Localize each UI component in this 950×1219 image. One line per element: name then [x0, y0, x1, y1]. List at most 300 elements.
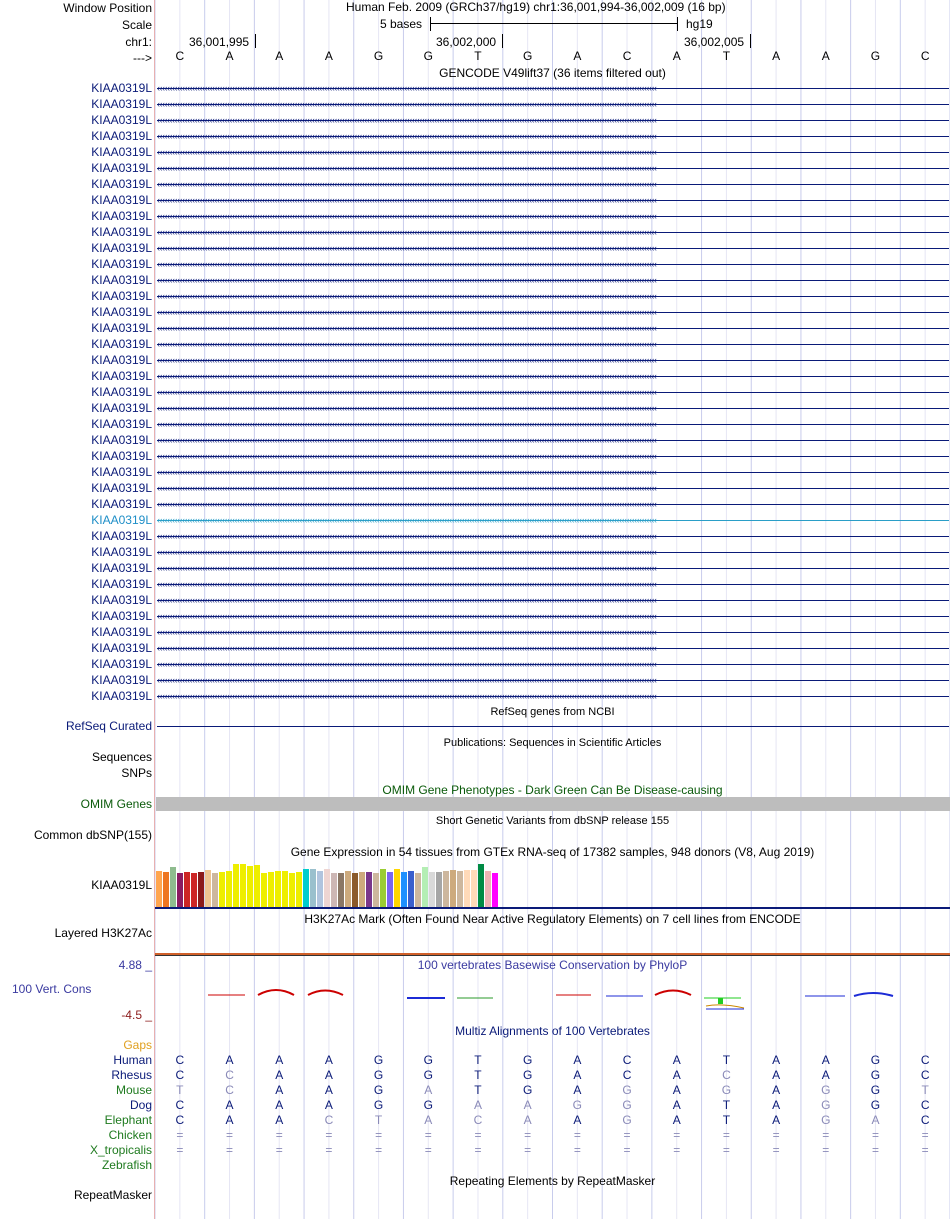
gencode-gene-label[interactable]: KIAA0319L: [91, 449, 152, 463]
gtex-tissue-bar[interactable]: [177, 873, 183, 907]
multiz-aligned-base: C: [225, 1083, 234, 1097]
gtex-tissue-bar[interactable]: [156, 871, 162, 907]
multiz-aligned-base: A: [672, 1053, 681, 1067]
gencode-gene-label[interactable]: KIAA0319L: [91, 321, 152, 335]
multiz-aligned-base: C: [473, 1113, 483, 1127]
strand-chevrons-icon: ‹‹‹‹‹‹‹‹‹‹‹‹‹‹‹‹‹‹‹‹‹‹‹‹‹‹‹‹‹‹‹‹‹‹‹‹‹‹‹‹‹‹‹‹‹‹‹‹‹‹‹‹‹‹‹‹‹‹‹‹‹‹‹‹‹‹‹‹‹‹‹‹‹‹‹‹‹‹‹‹‹‹‹‹‹‹‹‹‹‹‹‹‹‹‹‹‹‹‹‹‹‹‹‹‹‹‹‹‹‹‹‹‹‹‹‹‹‹‹‹‹‹‹‹‹‹‹‹‹‹‹‹‹‹‹‹‹‹‹‹‹‹‹‹‹‹‹‹‹‹‹‹‹‹‹‹‹‹‹‹‹‹‹‹‹‹‹‹‹‹‹‹‹‹‹‹‹‹‹‹‹‹‹‹‹‹‹‹‹‹‹‹‹‹‹‹‹‹‹‹: [157, 307, 657, 317]
multiz-aligned-base: A: [772, 1083, 781, 1097]
multiz-aligned-base: A: [324, 1098, 333, 1112]
gtex-tissue-bar[interactable]: [492, 873, 498, 907]
gtex-tissue-bar[interactable]: [212, 873, 218, 907]
gtex-tissue-bar[interactable]: [436, 872, 442, 907]
gencode-gene-label[interactable]: KIAA0319L: [91, 353, 152, 367]
phylop-mixed-block: [718, 998, 723, 1004]
strand-chevrons-icon: ‹‹‹‹‹‹‹‹‹‹‹‹‹‹‹‹‹‹‹‹‹‹‹‹‹‹‹‹‹‹‹‹‹‹‹‹‹‹‹‹‹‹‹‹‹‹‹‹‹‹‹‹‹‹‹‹‹‹‹‹‹‹‹‹‹‹‹‹‹‹‹‹‹‹‹‹‹‹‹‹‹‹‹‹‹‹‹‹‹‹‹‹‹‹‹‹‹‹‹‹‹‹‹‹‹‹‹‹‹‹‹‹‹‹‹‹‹‹‹‹‹‹‹‹‹‹‹‹‹‹‹‹‹‹‹‹‹‹‹‹‹‹‹‹‹‹‹‹‹‹‹‹‹‹‹‹‹‹‹‹‹‹‹‹‹‹‹‹‹‹‹‹‹‹‹‹‹‹‹‹‹‹‹‹‹‹‹‹‹‹‹‹‹‹‹‹‹‹‹‹: [157, 99, 657, 109]
gencode-transcript-row[interactable]: [0, 576, 950, 592]
reference-base: C: [920, 49, 930, 63]
multiz-species-label[interactable]: Elephant: [104, 1113, 152, 1127]
multiz-aligned-base: C: [920, 1068, 930, 1082]
multiz-aligned-base: =: [772, 1128, 780, 1142]
multiz-aligned-base: =: [524, 1128, 532, 1142]
gencode-transcript-row[interactable]: [0, 128, 950, 144]
multiz-aligned-base: =: [226, 1143, 234, 1157]
gencode-gene-label[interactable]: KIAA0319L: [91, 209, 152, 223]
gencode-transcript-row[interactable]: [0, 96, 950, 112]
gtex-tissue-bar[interactable]: [240, 864, 246, 907]
multiz-aligned-base: =: [176, 1128, 184, 1142]
gtex-tissue-bar[interactable]: [268, 872, 274, 907]
strand-arrow-label: --->: [133, 51, 152, 65]
multiz-aligned-base: =: [375, 1143, 383, 1157]
gencode-gene-label[interactable]: KIAA0319L: [91, 113, 152, 127]
gencode-gene-label[interactable]: KIAA0319L: [91, 545, 152, 559]
gencode-transcript-row[interactable]: [0, 192, 950, 208]
phylop-wiggle[interactable]: [155, 980, 950, 1016]
gencode-gene-label[interactable]: KIAA0319L: [91, 497, 152, 511]
gtex-tissue-bar[interactable]: [261, 873, 267, 907]
multiz-aligned-base: G: [622, 1113, 632, 1127]
gencode-gene-label[interactable]: KIAA0319L: [91, 129, 152, 143]
gencode-gene-label[interactable]: KIAA0319L: [91, 689, 152, 703]
reference-bases-row: [0, 49, 950, 65]
ruler-tick-1: [255, 34, 256, 48]
multiz-aligned-base: =: [921, 1128, 929, 1142]
gencode-transcript-row[interactable]: [0, 688, 950, 704]
multiz-aligned-base: A: [821, 1053, 830, 1067]
multiz-aligned-base: G: [870, 1068, 881, 1082]
strand-chevrons-icon: ‹‹‹‹‹‹‹‹‹‹‹‹‹‹‹‹‹‹‹‹‹‹‹‹‹‹‹‹‹‹‹‹‹‹‹‹‹‹‹‹‹‹‹‹‹‹‹‹‹‹‹‹‹‹‹‹‹‹‹‹‹‹‹‹‹‹‹‹‹‹‹‹‹‹‹‹‹‹‹‹‹‹‹‹‹‹‹‹‹‹‹‹‹‹‹‹‹‹‹‹‹‹‹‹‹‹‹‹‹‹‹‹‹‹‹‹‹‹‹‹‹‹‹‹‹‹‹‹‹‹‹‹‹‹‹‹‹‹‹‹‹‹‹‹‹‹‹‹‹‹‹‹‹‹‹‹‹‹‹‹‹‹‹‹‹‹‹‹‹‹‹‹‹‹‹‹‹‹‹‹‹‹‹‹‹‹‹‹‹‹‹‹‹‹‹‹‹‹‹‹: [157, 547, 657, 557]
reference-base: T: [722, 49, 731, 63]
multiz-aligned-base: G: [373, 1083, 384, 1097]
multiz-aligned-base: =: [673, 1143, 681, 1157]
multiz-aligned-base: A: [275, 1068, 284, 1082]
gtex-tissue-bar[interactable]: [289, 873, 295, 907]
omim-feature-bar[interactable]: [156, 797, 950, 811]
gencode-gene-label[interactable]: KIAA0319L: [91, 305, 152, 319]
strand-chevrons-icon: ‹‹‹‹‹‹‹‹‹‹‹‹‹‹‹‹‹‹‹‹‹‹‹‹‹‹‹‹‹‹‹‹‹‹‹‹‹‹‹‹‹‹‹‹‹‹‹‹‹‹‹‹‹‹‹‹‹‹‹‹‹‹‹‹‹‹‹‹‹‹‹‹‹‹‹‹‹‹‹‹‹‹‹‹‹‹‹‹‹‹‹‹‹‹‹‹‹‹‹‹‹‹‹‹‹‹‹‹‹‹‹‹‹‹‹‹‹‹‹‹‹‹‹‹‹‹‹‹‹‹‹‹‹‹‹‹‹‹‹‹‹‹‹‹‹‹‹‹‹‹‹‹‹‹‹‹‹‹‹‹‹‹‹‹‹‹‹‹‹‹‹‹‹‹‹‹‹‹‹‹‹‹‹‹‹‹‹‹‹‹‹‹‹‹‹‹‹‹‹‹: [157, 579, 657, 589]
gencode-gene-label[interactable]: KIAA0319L: [91, 81, 152, 95]
gencode-gene-label[interactable]: KIAA0319L: [91, 385, 152, 399]
gtex-tissue-bar[interactable]: [450, 870, 456, 907]
strand-chevrons-icon: ‹‹‹‹‹‹‹‹‹‹‹‹‹‹‹‹‹‹‹‹‹‹‹‹‹‹‹‹‹‹‹‹‹‹‹‹‹‹‹‹‹‹‹‹‹‹‹‹‹‹‹‹‹‹‹‹‹‹‹‹‹‹‹‹‹‹‹‹‹‹‹‹‹‹‹‹‹‹‹‹‹‹‹‹‹‹‹‹‹‹‹‹‹‹‹‹‹‹‹‹‹‹‹‹‹‹‹‹‹‹‹‹‹‹‹‹‹‹‹‹‹‹‹‹‹‹‹‹‹‹‹‹‹‹‹‹‹‹‹‹‹‹‹‹‹‹‹‹‹‹‹‹‹‹‹‹‹‹‹‹‹‹‹‹‹‹‹‹‹‹‹‹‹‹‹‹‹‹‹‹‹‹‹‹‹‹‹‹‹‹‹‹‹‹‹‹‹‹‹‹: [157, 483, 657, 493]
publications-track-title[interactable]: Publications: Sequences in Scientific Articles: [443, 737, 662, 749]
gencode-transcript-row[interactable]: [0, 272, 950, 288]
h3k27ac-track-title[interactable]: H3K27Ac Mark (Often Found Near Active Regulatory Elements) on 7 cell lines from ENCODE: [304, 912, 801, 926]
multiz-aligned-base: G: [821, 1113, 831, 1127]
reference-base: A: [225, 49, 234, 63]
strand-chevrons-icon: ‹‹‹‹‹‹‹‹‹‹‹‹‹‹‹‹‹‹‹‹‹‹‹‹‹‹‹‹‹‹‹‹‹‹‹‹‹‹‹‹‹‹‹‹‹‹‹‹‹‹‹‹‹‹‹‹‹‹‹‹‹‹‹‹‹‹‹‹‹‹‹‹‹‹‹‹‹‹‹‹‹‹‹‹‹‹‹‹‹‹‹‹‹‹‹‹‹‹‹‹‹‹‹‹‹‹‹‹‹‹‹‹‹‹‹‹‹‹‹‹‹‹‹‹‹‹‹‹‹‹‹‹‹‹‹‹‹‹‹‹‹‹‹‹‹‹‹‹‹‹‹‹‹‹‹‹‹‹‹‹‹‹‹‹‹‹‹‹‹‹‹‹‹‹‹‹‹‹‹‹‹‹‹‹‹‹‹‹‹‹‹‹‹‹‹‹‹‹‹‹: [157, 387, 657, 397]
multiz-aligned-base: C: [622, 1053, 632, 1067]
strand-chevrons-icon: ‹‹‹‹‹‹‹‹‹‹‹‹‹‹‹‹‹‹‹‹‹‹‹‹‹‹‹‹‹‹‹‹‹‹‹‹‹‹‹‹‹‹‹‹‹‹‹‹‹‹‹‹‹‹‹‹‹‹‹‹‹‹‹‹‹‹‹‹‹‹‹‹‹‹‹‹‹‹‹‹‹‹‹‹‹‹‹‹‹‹‹‹‹‹‹‹‹‹‹‹‹‹‹‹‹‹‹‹‹‹‹‹‹‹‹‹‹‹‹‹‹‹‹‹‹‹‹‹‹‹‹‹‹‹‹‹‹‹‹‹‹‹‹‹‹‹‹‹‹‹‹‹‹‹‹‹‹‹‹‹‹‹‹‹‹‹‹‹‹‹‹‹‹‹‹‹‹‹‹‹‹‹‹‹‹‹‹‹‹‹‹‹‹‹‹‹‹‹‹‹: [157, 323, 657, 333]
gtex-tissue-bar[interactable]: [233, 864, 239, 907]
gtex-tissue-bar[interactable]: [408, 871, 414, 907]
scale-db: hg19: [686, 17, 713, 31]
multiz-aligned-base: =: [673, 1128, 681, 1142]
multiz-species-label[interactable]: Zebrafish: [101, 1158, 152, 1172]
gencode-transcript-row[interactable]: [0, 368, 950, 384]
gencode-gene-label[interactable]: KIAA0319L: [91, 257, 152, 271]
refseq-label[interactable]: RefSeq Curated: [65, 719, 152, 733]
gtex-tissue-bar[interactable]: [464, 870, 470, 907]
gtex-tissue-bar[interactable]: [184, 872, 190, 907]
gencode-transcript-row[interactable]: [0, 416, 950, 432]
reference-base: G: [373, 49, 384, 63]
reference-base: G: [522, 49, 533, 63]
phylop-peak-2: [258, 990, 294, 995]
gtex-tissue-bar[interactable]: [303, 869, 309, 907]
dbsnp-label[interactable]: Common dbSNP(155): [33, 828, 152, 842]
phylop-min-label: -4.5 _: [121, 1008, 152, 1022]
gencode-transcript-row[interactable]: [0, 160, 950, 176]
strand-chevrons-icon: ‹‹‹‹‹‹‹‹‹‹‹‹‹‹‹‹‹‹‹‹‹‹‹‹‹‹‹‹‹‹‹‹‹‹‹‹‹‹‹‹‹‹‹‹‹‹‹‹‹‹‹‹‹‹‹‹‹‹‹‹‹‹‹‹‹‹‹‹‹‹‹‹‹‹‹‹‹‹‹‹‹‹‹‹‹‹‹‹‹‹‹‹‹‹‹‹‹‹‹‹‹‹‹‹‹‹‹‹‹‹‹‹‹‹‹‹‹‹‹‹‹‹‹‹‹‹‹‹‹‹‹‹‹‹‹‹‹‹‹‹‹‹‹‹‹‹‹‹‹‹‹‹‹‹‹‹‹‹‹‹‹‹‹‹‹‹‹‹‹‹‹‹‹‹‹‹‹‹‹‹‹‹‹‹‹‹‹‹‹‹‹‹‹‹‹‹‹‹‹‹: [157, 179, 657, 189]
gtex-tissue-bar[interactable]: [352, 873, 358, 907]
multiz-aligned-base: C: [920, 1098, 930, 1112]
multiz-aligned-base: C: [175, 1068, 185, 1082]
gencode-gene-label[interactable]: KIAA0319L: [91, 273, 152, 287]
gtex-tissue-bar[interactable]: [317, 871, 323, 907]
gencode-transcript-row[interactable]: [0, 240, 950, 256]
gencode-gene-label[interactable]: KIAA0319L: [91, 513, 152, 527]
multiz-aligned-base: T: [474, 1053, 482, 1067]
multiz-aligned-base: C: [324, 1113, 334, 1127]
strand-chevrons-icon: ‹‹‹‹‹‹‹‹‹‹‹‹‹‹‹‹‹‹‹‹‹‹‹‹‹‹‹‹‹‹‹‹‹‹‹‹‹‹‹‹‹‹‹‹‹‹‹‹‹‹‹‹‹‹‹‹‹‹‹‹‹‹‹‹‹‹‹‹‹‹‹‹‹‹‹‹‹‹‹‹‹‹‹‹‹‹‹‹‹‹‹‹‹‹‹‹‹‹‹‹‹‹‹‹‹‹‹‹‹‹‹‹‹‹‹‹‹‹‹‹‹‹‹‹‹‹‹‹‹‹‹‹‹‹‹‹‹‹‹‹‹‹‹‹‹‹‹‹‹‹‹‹‹‹‹‹‹‹‹‹‹‹‹‹‹‹‹‹‹‹‹‹‹‹‹‹‹‹‹‹‹‹‹‹‹‹‹‹‹‹‹‹‹‹‹‹‹‹‹‹: [157, 195, 657, 205]
strand-chevrons-icon: ‹‹‹‹‹‹‹‹‹‹‹‹‹‹‹‹‹‹‹‹‹‹‹‹‹‹‹‹‹‹‹‹‹‹‹‹‹‹‹‹‹‹‹‹‹‹‹‹‹‹‹‹‹‹‹‹‹‹‹‹‹‹‹‹‹‹‹‹‹‹‹‹‹‹‹‹‹‹‹‹‹‹‹‹‹‹‹‹‹‹‹‹‹‹‹‹‹‹‹‹‹‹‹‹‹‹‹‹‹‹‹‹‹‹‹‹‹‹‹‹‹‹‹‹‹‹‹‹‹‹‹‹‹‹‹‹‹‹‹‹‹‹‹‹‹‹‹‹‹‹‹‹‹‹‹‹‹‹‹‹‹‹‹‹‹‹‹‹‹‹‹‹‹‹‹‹‹‹‹‹‹‹‹‹‹‹‹‹‹‹‹‹‹‹‹‹‹‹‹‹: [157, 675, 657, 685]
gencode-transcript-row[interactable]: [0, 496, 950, 512]
gencode-transcript-row[interactable]: [0, 528, 950, 544]
multiz-aligned-base: A: [275, 1098, 284, 1112]
strand-chevrons-icon: ‹‹‹‹‹‹‹‹‹‹‹‹‹‹‹‹‹‹‹‹‹‹‹‹‹‹‹‹‹‹‹‹‹‹‹‹‹‹‹‹‹‹‹‹‹‹‹‹‹‹‹‹‹‹‹‹‹‹‹‹‹‹‹‹‹‹‹‹‹‹‹‹‹‹‹‹‹‹‹‹‹‹‹‹‹‹‹‹‹‹‹‹‹‹‹‹‹‹‹‹‹‹‹‹‹‹‹‹‹‹‹‹‹‹‹‹‹‹‹‹‹‹‹‹‹‹‹‹‹‹‹‹‹‹‹‹‹‹‹‹‹‹‹‹‹‹‹‹‹‹‹‹‹‹‹‹‹‹‹‹‹‹‹‹‹‹‹‹‹‹‹‹‹‹‹‹‹‹‹‹‹‹‹‹‹‹‹‹‹‹‹‹‹‹‹‹‹‹‹‹: [157, 371, 657, 381]
gencode-transcript-row[interactable]: [0, 288, 950, 304]
gencode-transcript-row[interactable]: [0, 672, 950, 688]
h3k27ac-label[interactable]: Layered H3K27Ac: [54, 926, 152, 940]
gencode-transcript-row[interactable]: [0, 256, 950, 272]
phylop-track-title[interactable]: 100 vertebrates Basewise Conservation by PhyloP: [417, 958, 688, 972]
gtex-tissue-bar[interactable]: [401, 872, 407, 907]
multiz-aligned-base: =: [424, 1143, 432, 1157]
strand-chevrons-icon: ‹‹‹‹‹‹‹‹‹‹‹‹‹‹‹‹‹‹‹‹‹‹‹‹‹‹‹‹‹‹‹‹‹‹‹‹‹‹‹‹‹‹‹‹‹‹‹‹‹‹‹‹‹‹‹‹‹‹‹‹‹‹‹‹‹‹‹‹‹‹‹‹‹‹‹‹‹‹‹‹‹‹‹‹‹‹‹‹‹‹‹‹‹‹‹‹‹‹‹‹‹‹‹‹‹‹‹‹‹‹‹‹‹‹‹‹‹‹‹‹‹‹‹‹‹‹‹‹‹‹‹‹‹‹‹‹‹‹‹‹‹‹‹‹‹‹‹‹‹‹‹‹‹‹‹‹‹‹‹‹‹‹‹‹‹‹‹‹‹‹‹‹‹‹‹‹‹‹‹‹‹‹‹‹‹‹‹‹‹‹‹‹‹‹‹‹‹‹‹‹: [157, 211, 657, 221]
gtex-tissue-bar[interactable]: [471, 870, 477, 907]
multiz-aligned-base: T: [474, 1083, 482, 1097]
strand-chevrons-icon: ‹‹‹‹‹‹‹‹‹‹‹‹‹‹‹‹‹‹‹‹‹‹‹‹‹‹‹‹‹‹‹‹‹‹‹‹‹‹‹‹‹‹‹‹‹‹‹‹‹‹‹‹‹‹‹‹‹‹‹‹‹‹‹‹‹‹‹‹‹‹‹‹‹‹‹‹‹‹‹‹‹‹‹‹‹‹‹‹‹‹‹‹‹‹‹‹‹‹‹‹‹‹‹‹‹‹‹‹‹‹‹‹‹‹‹‹‹‹‹‹‹‹‹‹‹‹‹‹‹‹‹‹‹‹‹‹‹‹‹‹‹‹‹‹‹‹‹‹‹‹‹‹‹‹‹‹‹‹‹‹‹‹‹‹‹‹‹‹‹‹‹‹‹‹‹‹‹‹‹‹‹‹‹‹‹‹‹‹‹‹‹‹‹‹‹‹‹‹‹‹: [157, 499, 657, 509]
gencode-transcript-row[interactable]: [0, 544, 950, 560]
strand-chevrons-icon: ‹‹‹‹‹‹‹‹‹‹‹‹‹‹‹‹‹‹‹‹‹‹‹‹‹‹‹‹‹‹‹‹‹‹‹‹‹‹‹‹‹‹‹‹‹‹‹‹‹‹‹‹‹‹‹‹‹‹‹‹‹‹‹‹‹‹‹‹‹‹‹‹‹‹‹‹‹‹‹‹‹‹‹‹‹‹‹‹‹‹‹‹‹‹‹‹‹‹‹‹‹‹‹‹‹‹‹‹‹‹‹‹‹‹‹‹‹‹‹‹‹‹‹‹‹‹‹‹‹‹‹‹‹‹‹‹‹‹‹‹‹‹‹‹‹‹‹‹‹‹‹‹‹‹‹‹‹‹‹‹‹‹‹‹‹‹‹‹‹‹‹‹‹‹‹‹‹‹‹‹‹‹‹‹‹‹‹‹‹‹‹‹‹‹‹‹‹‹‹‹: [157, 83, 657, 93]
gtex-tissue-bar[interactable]: [373, 873, 379, 907]
gencode-gene-label[interactable]: KIAA0319L: [91, 609, 152, 623]
gencode-gene-label[interactable]: KIAA0319L: [91, 561, 152, 575]
publications-label-snps[interactable]: SNPs: [121, 766, 152, 780]
gtex-gene-label[interactable]: KIAA0319L: [91, 878, 152, 892]
multiz-aligned-base: G: [622, 1098, 632, 1112]
multiz-aligned-base: G: [821, 1083, 831, 1097]
gencode-transcript-row[interactable]: [0, 144, 950, 160]
multiz-gaps-label[interactable]: Gaps: [123, 1038, 152, 1052]
strand-chevrons-icon: ‹‹‹‹‹‹‹‹‹‹‹‹‹‹‹‹‹‹‹‹‹‹‹‹‹‹‹‹‹‹‹‹‹‹‹‹‹‹‹‹‹‹‹‹‹‹‹‹‹‹‹‹‹‹‹‹‹‹‹‹‹‹‹‹‹‹‹‹‹‹‹‹‹‹‹‹‹‹‹‹‹‹‹‹‹‹‹‹‹‹‹‹‹‹‹‹‹‹‹‹‹‹‹‹‹‹‹‹‹‹‹‹‹‹‹‹‹‹‹‹‹‹‹‹‹‹‹‹‹‹‹‹‹‹‹‹‹‹‹‹‹‹‹‹‹‹‹‹‹‹‹‹‹‹‹‹‹‹‹‹‹‹‹‹‹‹‹‹‹‹‹‹‹‹‹‹‹‹‹‹‹‹‹‹‹‹‹‹‹‹‹‹‹‹‹‹‹‹‹‹: [157, 643, 657, 653]
multiz-aligned-base: T: [921, 1083, 929, 1097]
multiz-aligned-base: A: [772, 1053, 781, 1067]
gtex-tissue-bar[interactable]: [254, 865, 260, 907]
gtex-tissue-bar[interactable]: [485, 871, 491, 907]
gtex-tissue-bar[interactable]: [226, 871, 232, 907]
multiz-aligned-base: A: [573, 1083, 582, 1097]
multiz-species-label[interactable]: X_tropicalis: [89, 1143, 152, 1157]
multiz-aligned-base: A: [573, 1053, 582, 1067]
gencode-gene-label[interactable]: KIAA0319L: [91, 177, 152, 191]
reference-base: A: [324, 49, 333, 63]
multiz-aligned-base: A: [275, 1113, 284, 1127]
reference-base: T: [474, 49, 482, 63]
gencode-transcript-row[interactable]: [0, 608, 950, 624]
multiz-aligned-base: G: [572, 1098, 583, 1112]
chr-label: chr1:: [125, 35, 152, 49]
multiz-aligned-base: A: [672, 1068, 681, 1082]
gencode-gene-label[interactable]: KIAA0319L: [91, 673, 152, 687]
multiz-aligned-base: A: [772, 1098, 781, 1112]
dbsnp-track-title[interactable]: Short Genetic Variants from dbSNP release 155: [435, 815, 670, 827]
multiz-aligned-base: G: [721, 1083, 732, 1097]
gtex-tissue-bar[interactable]: [191, 873, 197, 907]
gencode-gene-label[interactable]: KIAA0319L: [91, 337, 152, 351]
multiz-aligned-base: =: [226, 1128, 234, 1142]
gencode-gene-label[interactable]: KIAA0319L: [91, 529, 152, 543]
multiz-species-label[interactable]: Mouse: [115, 1083, 152, 1097]
multiz-aligned-base: G: [423, 1098, 433, 1112]
multiz-aligned-base: G: [870, 1083, 881, 1097]
multiz-aligned-base: A: [821, 1068, 830, 1082]
gencode-gene-label[interactable]: KIAA0319L: [91, 481, 152, 495]
multiz-aligned-base: =: [524, 1143, 532, 1157]
multiz-aligned-base: C: [622, 1068, 632, 1082]
scale-bar: [430, 16, 678, 32]
strand-chevrons-icon: ‹‹‹‹‹‹‹‹‹‹‹‹‹‹‹‹‹‹‹‹‹‹‹‹‹‹‹‹‹‹‹‹‹‹‹‹‹‹‹‹‹‹‹‹‹‹‹‹‹‹‹‹‹‹‹‹‹‹‹‹‹‹‹‹‹‹‹‹‹‹‹‹‹‹‹‹‹‹‹‹‹‹‹‹‹‹‹‹‹‹‹‹‹‹‹‹‹‹‹‹‹‹‹‹‹‹‹‹‹‹‹‹‹‹‹‹‹‹‹‹‹‹‹‹‹‹‹‹‹‹‹‹‹‹‹‹‹‹‹‹‹‹‹‹‹‹‹‹‹‹‹‹‹‹‹‹‹‹‹‹‹‹‹‹‹‹‹‹‹‹‹‹‹‹‹‹‹‹‹‹‹‹‹‹‹‹‹‹‹‹‹‹‹‹‹‹‹‹‹‹: [157, 691, 657, 701]
gtex-tissue-bar[interactable]: [219, 872, 225, 907]
gtex-baseline: [155, 907, 950, 909]
multiz-species-label[interactable]: Rhesus: [111, 1068, 152, 1082]
omim-label[interactable]: OMIM Genes: [80, 797, 152, 811]
strand-chevrons-icon: ‹‹‹‹‹‹‹‹‹‹‹‹‹‹‹‹‹‹‹‹‹‹‹‹‹‹‹‹‹‹‹‹‹‹‹‹‹‹‹‹‹‹‹‹‹‹‹‹‹‹‹‹‹‹‹‹‹‹‹‹‹‹‹‹‹‹‹‹‹‹‹‹‹‹‹‹‹‹‹‹‹‹‹‹‹‹‹‹‹‹‹‹‹‹‹‹‹‹‹‹‹‹‹‹‹‹‹‹‹‹‹‹‹‹‹‹‹‹‹‹‹‹‹‹‹‹‹‹‹‹‹‹‹‹‹‹‹‹‹‹‹‹‹‹‹‹‹‹‹‹‹‹‹‹‹‹‹‹‹‹‹‹‹‹‹‹‹‹‹‹‹‹‹‹‹‹‹‹‹‹‹‹‹‹‹‹‹‹‹‹‹‹‹‹‹‹‹‹‹‹: [157, 627, 657, 637]
scale-label: Scale: [121, 18, 152, 32]
publications-label-sequences[interactable]: Sequences: [91, 750, 152, 764]
refseq-track-title[interactable]: RefSeq genes from NCBI: [490, 706, 615, 718]
multiz-aligned-base: =: [573, 1143, 581, 1157]
multiz-aligned-base: A: [672, 1113, 681, 1127]
gtex-tissue-bar[interactable]: [443, 871, 449, 907]
gencode-transcript-row[interactable]: [0, 592, 950, 608]
gencode-transcript-row[interactable]: [0, 336, 950, 352]
reference-base: A: [573, 49, 582, 63]
strand-chevrons-icon: ‹‹‹‹‹‹‹‹‹‹‹‹‹‹‹‹‹‹‹‹‹‹‹‹‹‹‹‹‹‹‹‹‹‹‹‹‹‹‹‹‹‹‹‹‹‹‹‹‹‹‹‹‹‹‹‹‹‹‹‹‹‹‹‹‹‹‹‹‹‹‹‹‹‹‹‹‹‹‹‹‹‹‹‹‹‹‹‹‹‹‹‹‹‹‹‹‹‹‹‹‹‹‹‹‹‹‹‹‹‹‹‹‹‹‹‹‹‹‹‹‹‹‹‹‹‹‹‹‹‹‹‹‹‹‹‹‹‹‹‹‹‹‹‹‹‹‹‹‹‹‹‹‹‹‹‹‹‹‹‹‹‹‹‹‹‹‹‹‹‹‹‹‹‹‹‹‹‹‹‹‹‹‹‹‹‹‹‹‹‹‹‹‹‹‹‹‹‹‹‹: [157, 291, 657, 301]
multiz-aligned-base: G: [870, 1098, 881, 1112]
gencode-transcript-row[interactable]: [0, 656, 950, 672]
phylop-peak-3: [308, 991, 343, 996]
gencode-gene-label[interactable]: KIAA0319L: [91, 369, 152, 383]
omim-track-title[interactable]: OMIM Gene Phenotypes - Dark Green Can Be Disease-causing: [382, 783, 723, 797]
gencode-transcript-row[interactable]: [0, 448, 950, 464]
multiz-aligned-base: A: [424, 1113, 433, 1127]
strand-chevrons-icon: ‹‹‹‹‹‹‹‹‹‹‹‹‹‹‹‹‹‹‹‹‹‹‹‹‹‹‹‹‹‹‹‹‹‹‹‹‹‹‹‹‹‹‹‹‹‹‹‹‹‹‹‹‹‹‹‹‹‹‹‹‹‹‹‹‹‹‹‹‹‹‹‹‹‹‹‹‹‹‹‹‹‹‹‹‹‹‹‹‹‹‹‹‹‹‹‹‹‹‹‹‹‹‹‹‹‹‹‹‹‹‹‹‹‹‹‹‹‹‹‹‹‹‹‹‹‹‹‹‹‹‹‹‹‹‹‹‹‹‹‹‹‹‹‹‹‹‹‹‹‹‹‹‹‹‹‹‹‹‹‹‹‹‹‹‹‹‹‹‹‹‹‹‹‹‹‹‹‹‹‹‹‹‹‹‹‹‹‹‹‹‹‹‹‹‹‹‹‹‹‹: [157, 659, 657, 669]
reference-base: A: [672, 49, 681, 63]
gencode-gene-label[interactable]: KIAA0319L: [91, 417, 152, 431]
gtex-tissue-bar[interactable]: [310, 869, 316, 907]
multiz-aligned-base: G: [870, 1053, 881, 1067]
multiz-aligned-base: C: [920, 1113, 930, 1127]
strand-chevrons-icon: ‹‹‹‹‹‹‹‹‹‹‹‹‹‹‹‹‹‹‹‹‹‹‹‹‹‹‹‹‹‹‹‹‹‹‹‹‹‹‹‹‹‹‹‹‹‹‹‹‹‹‹‹‹‹‹‹‹‹‹‹‹‹‹‹‹‹‹‹‹‹‹‹‹‹‹‹‹‹‹‹‹‹‹‹‹‹‹‹‹‹‹‹‹‹‹‹‹‹‹‹‹‹‹‹‹‹‹‹‹‹‹‹‹‹‹‹‹‹‹‹‹‹‹‹‹‹‹‹‹‹‹‹‹‹‹‹‹‹‹‹‹‹‹‹‹‹‹‹‹‹‹‹‹‹‹‹‹‹‹‹‹‹‹‹‹‹‹‹‹‹‹‹‹‹‹‹‹‹‹‹‹‹‹‹‹‹‹‹‹‹‹‹‹‹‹‹‹‹‹‹: [157, 163, 657, 173]
multiz-aligned-base: =: [424, 1128, 432, 1142]
multiz-aligned-base: C: [175, 1053, 185, 1067]
gtex-tissue-bar[interactable]: [205, 870, 211, 907]
reference-base: G: [423, 49, 433, 63]
gencode-gene-label[interactable]: KIAA0319L: [91, 97, 152, 111]
gencode-track-title[interactable]: GENCODE V49lift37 (36 items filtered out): [439, 66, 666, 80]
gencode-transcript-row[interactable]: [0, 112, 950, 128]
multiz-aligned-base: A: [772, 1113, 781, 1127]
h3k27ac-baseline-dark: [155, 955, 950, 956]
strand-chevrons-icon: ‹‹‹‹‹‹‹‹‹‹‹‹‹‹‹‹‹‹‹‹‹‹‹‹‹‹‹‹‹‹‹‹‹‹‹‹‹‹‹‹‹‹‹‹‹‹‹‹‹‹‹‹‹‹‹‹‹‹‹‹‹‹‹‹‹‹‹‹‹‹‹‹‹‹‹‹‹‹‹‹‹‹‹‹‹‹‹‹‹‹‹‹‹‹‹‹‹‹‹‹‹‹‹‹‹‹‹‹‹‹‹‹‹‹‹‹‹‹‹‹‹‹‹‹‹‹‹‹‹‹‹‹‹‹‹‹‹‹‹‹‹‹‹‹‹‹‹‹‹‹‹‹‹‹‹‹‹‹‹‹‹‹‹‹‹‹‹‹‹‹‹‹‹‹‹‹‹‹‹‹‹‹‹‹‹‹‹‹‹‹‹‹‹‹‹‹‹‹‹‹: [157, 515, 657, 525]
multiz-track-title[interactable]: Multiz Alignments of 100 Vertebrates: [455, 1024, 650, 1038]
strand-chevrons-icon: ‹‹‹‹‹‹‹‹‹‹‹‹‹‹‹‹‹‹‹‹‹‹‹‹‹‹‹‹‹‹‹‹‹‹‹‹‹‹‹‹‹‹‹‹‹‹‹‹‹‹‹‹‹‹‹‹‹‹‹‹‹‹‹‹‹‹‹‹‹‹‹‹‹‹‹‹‹‹‹‹‹‹‹‹‹‹‹‹‹‹‹‹‹‹‹‹‹‹‹‹‹‹‹‹‹‹‹‹‹‹‹‹‹‹‹‹‹‹‹‹‹‹‹‹‹‹‹‹‹‹‹‹‹‹‹‹‹‹‹‹‹‹‹‹‹‹‹‹‹‹‹‹‹‹‹‹‹‹‹‹‹‹‹‹‹‹‹‹‹‹‹‹‹‹‹‹‹‹‹‹‹‹‹‹‹‹‹‹‹‹‹‹‹‹‹‹‹‹‹‹: [157, 259, 657, 269]
gtex-tissue-bar[interactable]: [366, 872, 372, 907]
strand-chevrons-icon: ‹‹‹‹‹‹‹‹‹‹‹‹‹‹‹‹‹‹‹‹‹‹‹‹‹‹‹‹‹‹‹‹‹‹‹‹‹‹‹‹‹‹‹‹‹‹‹‹‹‹‹‹‹‹‹‹‹‹‹‹‹‹‹‹‹‹‹‹‹‹‹‹‹‹‹‹‹‹‹‹‹‹‹‹‹‹‹‹‹‹‹‹‹‹‹‹‹‹‹‹‹‹‹‹‹‹‹‹‹‹‹‹‹‹‹‹‹‹‹‹‹‹‹‹‹‹‹‹‹‹‹‹‹‹‹‹‹‹‹‹‹‹‹‹‹‹‹‹‹‹‹‹‹‹‹‹‹‹‹‹‹‹‹‹‹‹‹‹‹‹‹‹‹‹‹‹‹‹‹‹‹‹‹‹‹‹‹‹‹‹‹‹‹‹‹‹‹‹‹‹: [157, 451, 657, 461]
gencode-transcript-row[interactable]: [0, 400, 950, 416]
gencode-gene-label[interactable]: KIAA0319L: [91, 593, 152, 607]
gtex-tissue-bar[interactable]: [170, 867, 176, 907]
gencode-transcript-row[interactable]: [0, 480, 950, 496]
multiz-aligned-base: =: [275, 1128, 283, 1142]
gencode-gene-label[interactable]: KIAA0319L: [91, 465, 152, 479]
gencode-transcript-row[interactable]: [0, 176, 950, 192]
gencode-gene-label[interactable]: KIAA0319L: [91, 225, 152, 239]
gtex-tissue-bar[interactable]: [359, 872, 365, 907]
gencode-gene-label[interactable]: KIAA0319L: [91, 401, 152, 415]
phylop-label[interactable]: 100 Vert. Cons: [12, 982, 92, 996]
multiz-aligned-base: G: [373, 1098, 384, 1112]
gencode-gene-label[interactable]: KIAA0319L: [91, 625, 152, 639]
gencode-transcript-row[interactable]: [0, 560, 950, 576]
refseq-gene-line[interactable]: [157, 726, 949, 727]
multiz-aligned-base: A: [324, 1053, 333, 1067]
multiz-aligned-base: =: [474, 1143, 482, 1157]
gencode-gene-label[interactable]: KIAA0319L: [91, 193, 152, 207]
gtex-tissue-bar[interactable]: [198, 872, 204, 907]
gencode-gene-label[interactable]: KIAA0319L: [91, 641, 152, 655]
gencode-transcript-row[interactable]: [0, 320, 950, 336]
gencode-gene-label[interactable]: KIAA0319L: [91, 145, 152, 159]
strand-chevrons-icon: ‹‹‹‹‹‹‹‹‹‹‹‹‹‹‹‹‹‹‹‹‹‹‹‹‹‹‹‹‹‹‹‹‹‹‹‹‹‹‹‹‹‹‹‹‹‹‹‹‹‹‹‹‹‹‹‹‹‹‹‹‹‹‹‹‹‹‹‹‹‹‹‹‹‹‹‹‹‹‹‹‹‹‹‹‹‹‹‹‹‹‹‹‹‹‹‹‹‹‹‹‹‹‹‹‹‹‹‹‹‹‹‹‹‹‹‹‹‹‹‹‹‹‹‹‹‹‹‹‹‹‹‹‹‹‹‹‹‹‹‹‹‹‹‹‹‹‹‹‹‹‹‹‹‹‹‹‹‹‹‹‹‹‹‹‹‹‹‹‹‹‹‹‹‹‹‹‹‹‹‹‹‹‹‹‹‹‹‹‹‹‹‹‹‹‹‹‹‹‹‹: [157, 243, 657, 253]
multiz-aligned-base: G: [522, 1068, 533, 1082]
gtex-tissue-bar[interactable]: [247, 866, 253, 907]
gtex-tissue-bar[interactable]: [331, 873, 337, 907]
reference-base: C: [622, 49, 632, 63]
multiz-aligned-base: =: [623, 1128, 631, 1142]
multiz-aligned-base: T: [374, 1113, 383, 1127]
gencode-gene-label[interactable]: KIAA0319L: [91, 241, 152, 255]
multiz-aligned-base: C: [225, 1068, 234, 1082]
gencode-transcript-row[interactable]: [0, 80, 950, 96]
gencode-transcript-row[interactable]: [0, 512, 950, 528]
multiz-aligned-base: G: [423, 1068, 433, 1082]
strand-chevrons-icon: ‹‹‹‹‹‹‹‹‹‹‹‹‹‹‹‹‹‹‹‹‹‹‹‹‹‹‹‹‹‹‹‹‹‹‹‹‹‹‹‹‹‹‹‹‹‹‹‹‹‹‹‹‹‹‹‹‹‹‹‹‹‹‹‹‹‹‹‹‹‹‹‹‹‹‹‹‹‹‹‹‹‹‹‹‹‹‹‹‹‹‹‹‹‹‹‹‹‹‹‹‹‹‹‹‹‹‹‹‹‹‹‹‹‹‹‹‹‹‹‹‹‹‹‹‹‹‹‹‹‹‹‹‹‹‹‹‹‹‹‹‹‹‹‹‹‹‹‹‹‹‹‹‹‹‹‹‹‹‹‹‹‹‹‹‹‹‹‹‹‹‹‹‹‹‹‹‹‹‹‹‹‹‹‹‹‹‹‹‹‹‹‹‹‹‹‹‹‹‹‹: [157, 131, 657, 141]
gencode-transcript-row[interactable]: [0, 464, 950, 480]
multiz-species-label[interactable]: Dog: [129, 1098, 152, 1112]
multiz-aligned-base: A: [324, 1068, 333, 1082]
gtex-tissue-bar[interactable]: [429, 872, 435, 907]
strand-chevrons-icon: ‹‹‹‹‹‹‹‹‹‹‹‹‹‹‹‹‹‹‹‹‹‹‹‹‹‹‹‹‹‹‹‹‹‹‹‹‹‹‹‹‹‹‹‹‹‹‹‹‹‹‹‹‹‹‹‹‹‹‹‹‹‹‹‹‹‹‹‹‹‹‹‹‹‹‹‹‹‹‹‹‹‹‹‹‹‹‹‹‹‹‹‹‹‹‹‹‹‹‹‹‹‹‹‹‹‹‹‹‹‹‹‹‹‹‹‹‹‹‹‹‹‹‹‹‹‹‹‹‹‹‹‹‹‹‹‹‹‹‹‹‹‹‹‹‹‹‹‹‹‹‹‹‹‹‹‹‹‹‹‹‹‹‹‹‹‹‹‹‹‹‹‹‹‹‹‹‹‹‹‹‹‹‹‹‹‹‹‹‹‹‹‹‹‹‹‹‹‹‹‹: [157, 339, 657, 349]
multiz-aligned-base: T: [474, 1068, 482, 1082]
strand-chevrons-icon: ‹‹‹‹‹‹‹‹‹‹‹‹‹‹‹‹‹‹‹‹‹‹‹‹‹‹‹‹‹‹‹‹‹‹‹‹‹‹‹‹‹‹‹‹‹‹‹‹‹‹‹‹‹‹‹‹‹‹‹‹‹‹‹‹‹‹‹‹‹‹‹‹‹‹‹‹‹‹‹‹‹‹‹‹‹‹‹‹‹‹‹‹‹‹‹‹‹‹‹‹‹‹‹‹‹‹‹‹‹‹‹‹‹‹‹‹‹‹‹‹‹‹‹‹‹‹‹‹‹‹‹‹‹‹‹‹‹‹‹‹‹‹‹‹‹‹‹‹‹‹‹‹‹‹‹‹‹‹‹‹‹‹‹‹‹‹‹‹‹‹‹‹‹‹‹‹‹‹‹‹‹‹‹‹‹‹‹‹‹‹‹‹‹‹‹‹‹‹‹‹: [157, 275, 657, 285]
multiz-aligned-base: A: [672, 1098, 681, 1112]
gencode-transcript-row[interactable]: [0, 432, 950, 448]
multiz-aligned-base: =: [822, 1128, 830, 1142]
multiz-aligned-base: T: [722, 1098, 731, 1112]
gtex-tissue-bar[interactable]: [422, 867, 428, 907]
gencode-gene-label[interactable]: KIAA0319L: [91, 161, 152, 175]
multiz-aligned-base: A: [424, 1083, 433, 1097]
multiz-species-label[interactable]: Chicken: [108, 1128, 152, 1142]
gtex-tissue-bar[interactable]: [296, 872, 302, 907]
gencode-gene-label[interactable]: KIAA0319L: [91, 289, 152, 303]
gtex-tissue-bar[interactable]: [387, 872, 393, 907]
gtex-tissue-bar[interactable]: [345, 871, 351, 907]
multiz-aligned-base: =: [921, 1143, 929, 1157]
multiz-aligned-base: A: [871, 1113, 880, 1127]
gtex-tissue-bar[interactable]: [275, 871, 281, 907]
multiz-aligned-base: T: [722, 1113, 731, 1127]
multiz-aligned-base: A: [225, 1113, 234, 1127]
multiz-aligned-base: G: [423, 1053, 433, 1067]
gencode-gene-label[interactable]: KIAA0319L: [91, 657, 152, 671]
gencode-transcript-row[interactable]: [0, 224, 950, 240]
gencode-transcript-row[interactable]: [0, 352, 950, 368]
strand-chevrons-icon: ‹‹‹‹‹‹‹‹‹‹‹‹‹‹‹‹‹‹‹‹‹‹‹‹‹‹‹‹‹‹‹‹‹‹‹‹‹‹‹‹‹‹‹‹‹‹‹‹‹‹‹‹‹‹‹‹‹‹‹‹‹‹‹‹‹‹‹‹‹‹‹‹‹‹‹‹‹‹‹‹‹‹‹‹‹‹‹‹‹‹‹‹‹‹‹‹‹‹‹‹‹‹‹‹‹‹‹‹‹‹‹‹‹‹‹‹‹‹‹‹‹‹‹‹‹‹‹‹‹‹‹‹‹‹‹‹‹‹‹‹‹‹‹‹‹‹‹‹‹‹‹‹‹‹‹‹‹‹‹‹‹‹‹‹‹‹‹‹‹‹‹‹‹‹‹‹‹‹‹‹‹‹‹‹‹‹‹‹‹‹‹‹‹‹‹‹‹‹‹‹: [157, 147, 657, 157]
multiz-aligned-base: A: [473, 1098, 482, 1112]
multiz-aligned-base: A: [523, 1113, 532, 1127]
multiz-aligned-base: =: [375, 1128, 383, 1142]
multiz-aligned-base: =: [722, 1143, 730, 1157]
repeatmasker-label[interactable]: RepeatMasker: [73, 1188, 152, 1202]
ruler-pos-1: 36,001,995: [189, 35, 250, 49]
gtex-tissue-bar[interactable]: [338, 873, 344, 907]
gencode-transcript-row[interactable]: [0, 304, 950, 320]
multiz-aligned-base: A: [573, 1113, 582, 1127]
gencode-transcript-row[interactable]: [0, 624, 950, 640]
gencode-transcript-row[interactable]: [0, 208, 950, 224]
multiz-aligned-base: G: [373, 1068, 384, 1082]
gtex-tissue-bar[interactable]: [324, 869, 330, 907]
gencode-transcript-row[interactable]: [0, 384, 950, 400]
gencode-transcript-row[interactable]: [0, 640, 950, 656]
strand-chevrons-icon: ‹‹‹‹‹‹‹‹‹‹‹‹‹‹‹‹‹‹‹‹‹‹‹‹‹‹‹‹‹‹‹‹‹‹‹‹‹‹‹‹‹‹‹‹‹‹‹‹‹‹‹‹‹‹‹‹‹‹‹‹‹‹‹‹‹‹‹‹‹‹‹‹‹‹‹‹‹‹‹‹‹‹‹‹‹‹‹‹‹‹‹‹‹‹‹‹‹‹‹‹‹‹‹‹‹‹‹‹‹‹‹‹‹‹‹‹‹‹‹‹‹‹‹‹‹‹‹‹‹‹‹‹‹‹‹‹‹‹‹‹‹‹‹‹‹‹‹‹‹‹‹‹‹‹‹‹‹‹‹‹‹‹‹‹‹‹‹‹‹‹‹‹‹‹‹‹‹‹‹‹‹‹‹‹‹‹‹‹‹‹‹‹‹‹‹‹‹‹‹‹: [157, 595, 657, 605]
gtex-tissue-bar[interactable]: [457, 871, 463, 907]
gencode-gene-label[interactable]: KIAA0319L: [91, 433, 152, 447]
repeatmasker-track-title[interactable]: Repeating Elements by RepeatMasker: [449, 1174, 656, 1188]
multiz-aligned-base: =: [871, 1143, 879, 1157]
multiz-species-label[interactable]: Human: [113, 1053, 152, 1067]
multiz-aligned-base: =: [325, 1128, 333, 1142]
ruler-pos-3: 36,002,005: [684, 35, 745, 49]
strand-chevrons-icon: ‹‹‹‹‹‹‹‹‹‹‹‹‹‹‹‹‹‹‹‹‹‹‹‹‹‹‹‹‹‹‹‹‹‹‹‹‹‹‹‹‹‹‹‹‹‹‹‹‹‹‹‹‹‹‹‹‹‹‹‹‹‹‹‹‹‹‹‹‹‹‹‹‹‹‹‹‹‹‹‹‹‹‹‹‹‹‹‹‹‹‹‹‹‹‹‹‹‹‹‹‹‹‹‹‹‹‹‹‹‹‹‹‹‹‹‹‹‹‹‹‹‹‹‹‹‹‹‹‹‹‹‹‹‹‹‹‹‹‹‹‹‹‹‹‹‹‹‹‹‹‹‹‹‹‹‹‹‹‹‹‹‹‹‹‹‹‹‹‹‹‹‹‹‹‹‹‹‹‹‹‹‹‹‹‹‹‹‹‹‹‹‹‹‹‹‹‹‹‹‹: [157, 531, 657, 541]
gtex-tissue-bar[interactable]: [478, 864, 484, 907]
multiz-aligned-base: C: [175, 1098, 185, 1112]
gtex-tissue-bar[interactable]: [282, 871, 288, 907]
gencode-gene-label[interactable]: KIAA0319L: [91, 577, 152, 591]
strand-chevrons-icon: ‹‹‹‹‹‹‹‹‹‹‹‹‹‹‹‹‹‹‹‹‹‹‹‹‹‹‹‹‹‹‹‹‹‹‹‹‹‹‹‹‹‹‹‹‹‹‹‹‹‹‹‹‹‹‹‹‹‹‹‹‹‹‹‹‹‹‹‹‹‹‹‹‹‹‹‹‹‹‹‹‹‹‹‹‹‹‹‹‹‹‹‹‹‹‹‹‹‹‹‹‹‹‹‹‹‹‹‹‹‹‹‹‹‹‹‹‹‹‹‹‹‹‹‹‹‹‹‹‹‹‹‹‹‹‹‹‹‹‹‹‹‹‹‹‹‹‹‹‹‹‹‹‹‹‹‹‹‹‹‹‹‹‹‹‹‹‹‹‹‹‹‹‹‹‹‹‹‹‹‹‹‹‹‹‹‹‹‹‹‹‹‹‹‹‹‹‹‹‹‹: [157, 611, 657, 621]
gtex-track-title[interactable]: Gene Expression in 54 tissues from GTEx RNA-seq of 17382 samples, 948 donors (V8, Aug 2019): [290, 845, 815, 859]
gtex-tissue-bar[interactable]: [415, 873, 421, 907]
multiz-aligned-base: =: [176, 1143, 184, 1157]
gtex-tissue-bar[interactable]: [380, 869, 386, 907]
gtex-tissue-bar[interactable]: [394, 869, 400, 907]
gtex-tissue-bar[interactable]: [163, 872, 169, 907]
gtex-expression-bars[interactable]: [155, 860, 555, 907]
